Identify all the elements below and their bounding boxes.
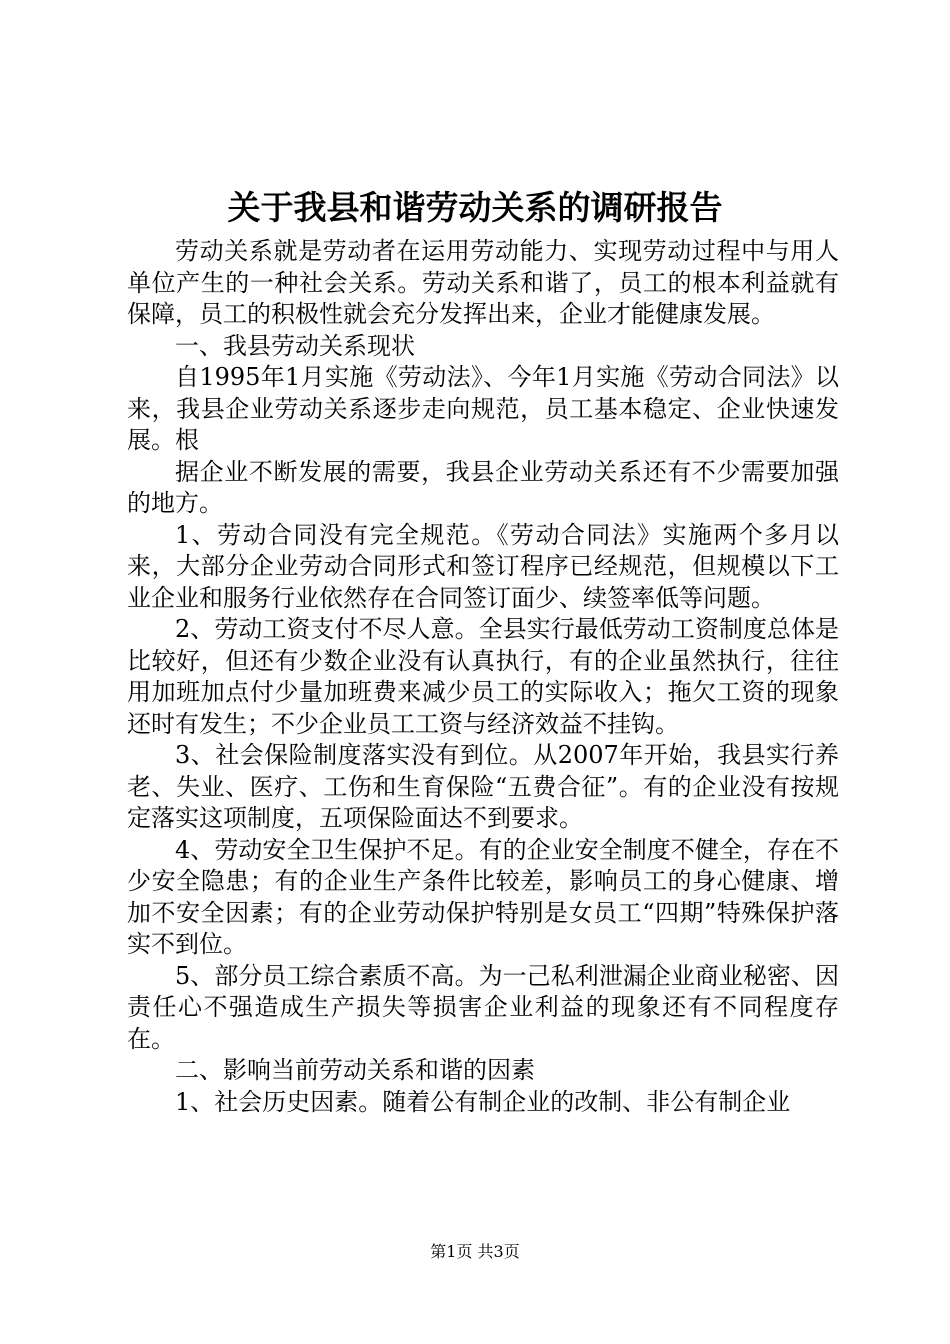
paragraph-factor-1: 1、社会历史因素。随着公有制企业的改制、非公有制企业: [175, 1087, 791, 1116]
paragraph-intro: 劳动关系就是劳动者在运用劳动能力、实现劳动过程中与用人单位产生的一种社会关系。劳动关系和谐了，员工的根本利益就有保障，员工的积极性就会充分发挥出来，企业才能健康发展。: [127, 237, 839, 328]
paragraph-item-1: 1、劳动合同没有完全规范。《劳动合同法》实施两个多月以来，大部分企业劳动合同形式和签订程序已经规范，但规模以下工业企业和服务行业依然存在合同签订面少、续签率低等问题。: [127, 520, 839, 612]
paragraph-item-4: 4、劳动安全卫生保护不足。有的企业安全制度不健全，存在不少安全隐患；有的企业生产条件比较差，影响员工的身心健康、增加不安全因素；有的企业劳动保护特别是女员工“四期”特殊保护落实不到位。: [127, 835, 839, 958]
document-body: [127, 236, 839, 1118]
paragraph-status: 自1995年1月实施《劳动法》、今年1月实施《劳动合同法》以来，我县企业劳动关系逐步走向规范，员工基本稳定、企业快速发展。根: [127, 363, 839, 454]
paragraph-item-2: 2、劳动工资支付不尽人意。全县实行最低劳动工资制度总体是比较好，但还有少数企业没有认真执行，有的企业虽然执行，往往用加班加点付少量加班费来减少员工的实际收入；拖欠工资的现象还时有发生；不少企业员工工资与经济效益不挂钩。: [127, 615, 839, 738]
paragraph-status-cont: 据企业不断发展的需要，我县企业劳动关系还有不少需要加强的地方。: [127, 457, 839, 517]
page-footer: 第1页 共3页: [430, 1242, 520, 1261]
page-title: 关于我县和谐劳动关系的调研报告: [227, 188, 723, 227]
section-heading-2: 二、影响当前劳动关系和谐的因素: [175, 1056, 535, 1084]
section-heading-1: 一、我县劳动关系现状: [175, 331, 415, 360]
paragraph-item-3: 3、社会保险制度落实没有到位。从2007年开始，我县实行养老、失业、医疗、工伤和生育保险“五费合征”。有的企业没有按规定落实这项制度，五项保险面达不到要求。: [127, 741, 839, 832]
paragraph-item-5: 5、部分员工综合素质不高。为一己私利泄漏企业商业秘密、因责任心不强造成生产损失等损害企业利益的现象还有不同程度存在。: [127, 961, 839, 1053]
